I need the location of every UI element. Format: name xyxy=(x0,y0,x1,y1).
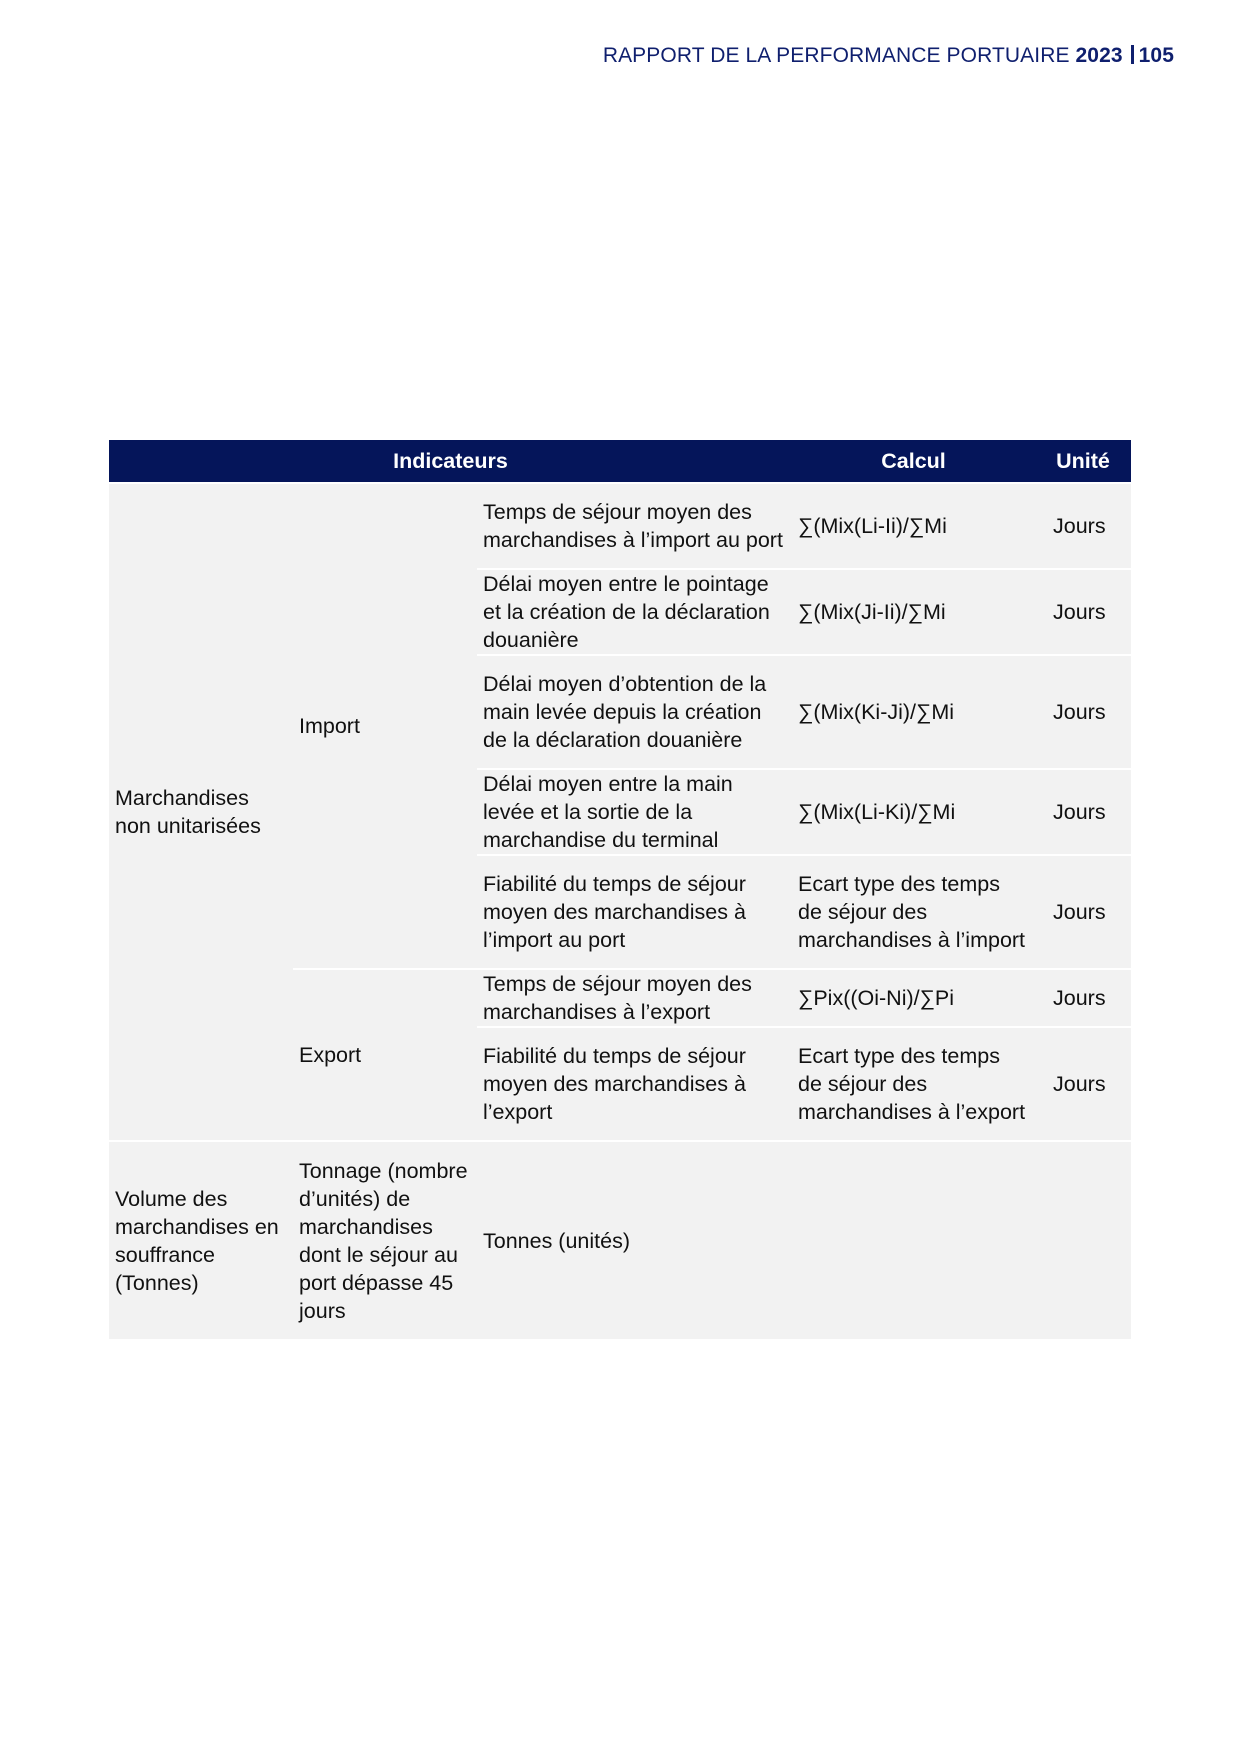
indicator-cell: Délai moyen entre le pointage et la création de la déclaration douanière xyxy=(477,569,792,655)
unit-cell: Jours xyxy=(1035,569,1131,655)
running-header xyxy=(603,44,1174,68)
unit-cell: Jours xyxy=(1035,655,1131,769)
calc-cell: Ecart type des temps de séjour des marchandises à l’import xyxy=(792,855,1035,969)
unit-cell: Jours xyxy=(1035,769,1131,855)
unit-cell: Jours xyxy=(1035,969,1131,1027)
unit-cell: Jours xyxy=(1035,855,1131,969)
calc-cell: ∑(Mix(Ki-Ji)/∑Mi xyxy=(792,655,1035,769)
table-row xyxy=(109,483,1131,569)
subgroup-label: Import xyxy=(293,483,477,969)
calc-cell: ∑Pix((Oi-Ni)/∑Pi xyxy=(792,969,1035,1027)
calc-cell: Ecart type des temps de séjour des marchandises à l’export xyxy=(792,1027,1035,1141)
calc-cell: ∑(Mix(Ji-Ii)/∑Mi xyxy=(792,569,1035,655)
group-label: Volume des marchandises en souffrance (Tonnes) xyxy=(109,1141,293,1339)
header-separator xyxy=(1131,45,1134,64)
indicator-cell: Fiabilité du temps de séjour moyen des marchandises à l’export xyxy=(477,1027,792,1141)
indicator-cell: Fiabilité du temps de séjour moyen des marchandises à l’import au port xyxy=(477,855,792,969)
indicators-table xyxy=(109,440,1131,1339)
group-label: Marchandises non unitarisées xyxy=(109,483,293,1141)
column-header-calc: Calcul xyxy=(792,440,1035,483)
calc-cell xyxy=(792,1141,1035,1339)
page-number: 105 xyxy=(1138,44,1174,67)
report-year: 2023 xyxy=(1075,44,1123,67)
table-row xyxy=(109,1141,1131,1339)
column-header-unit: Unité xyxy=(1035,440,1131,483)
unit-cell: Jours xyxy=(1035,1027,1131,1141)
unit-cell xyxy=(1035,1141,1131,1339)
indicator-cell: Temps de séjour moyen des marchandises à l’export xyxy=(477,969,792,1027)
indicator-cell: Tonnes (unités) xyxy=(477,1141,792,1339)
unit-cell: Jours xyxy=(1035,483,1131,569)
indicator-cell: Délai moyen entre la main levée et la sortie de la marchandise du terminal xyxy=(477,769,792,855)
indicator-cell: Temps de séjour moyen des marchandises à l’import au port xyxy=(477,483,792,569)
subgroup-label: Export xyxy=(293,969,477,1141)
subgroup-label: Tonnage (nombre d’unités) de marchandises dont le séjour au port dépasse 45 jours xyxy=(293,1141,477,1339)
indicator-cell: Délai moyen d’obtention de la main levée depuis la création de la déclaration douanière xyxy=(477,655,792,769)
calc-cell: ∑(Mix(Li-Ki)/∑Mi xyxy=(792,769,1035,855)
column-header-indicators: Indicateurs xyxy=(109,440,792,483)
report-title: RAPPORT DE LA PERFORMANCE PORTUAIRE xyxy=(602,44,1070,67)
calc-cell: ∑(Mix(Li-Ii)/∑Mi xyxy=(792,483,1035,569)
table-header-row xyxy=(109,440,1131,483)
